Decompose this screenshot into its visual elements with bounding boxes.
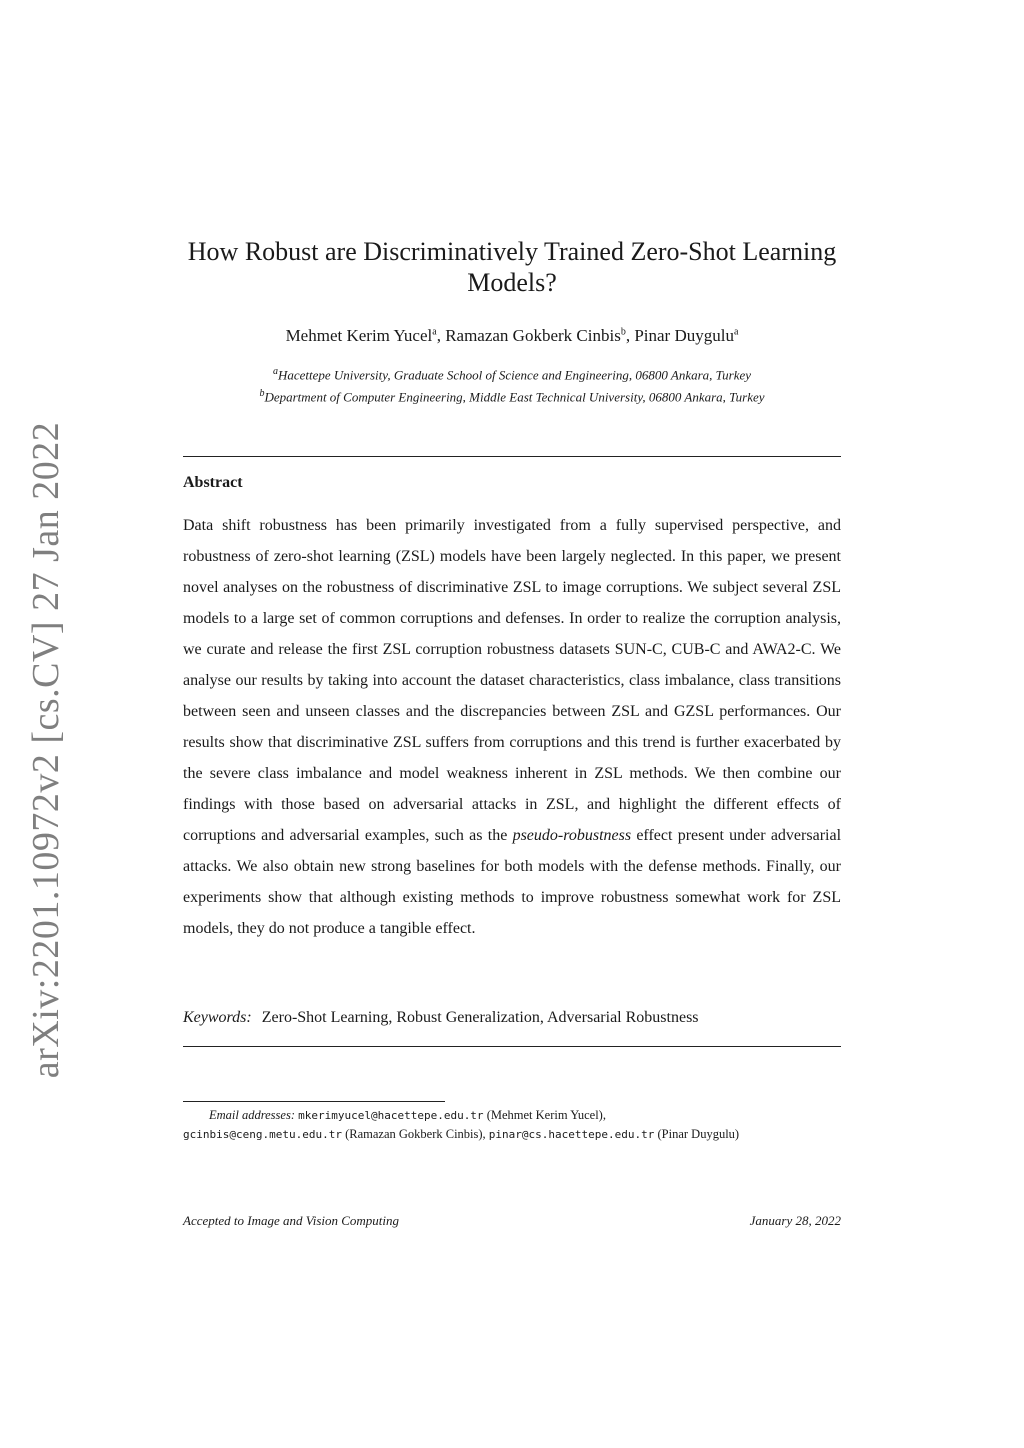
abstract-top-rule <box>183 456 841 457</box>
author-name: Ramazan Gokberk Cinbis <box>445 326 621 345</box>
footer-date: January 28, 2022 <box>749 1213 841 1228</box>
keywords-label: Keywords: <box>183 1009 252 1026</box>
footer-venue: Accepted to Image and Vision Computing <box>183 1213 400 1228</box>
author-separator: , <box>625 326 635 345</box>
affiliation-mark: a <box>272 366 278 377</box>
author-affil-mark: a <box>432 326 437 338</box>
email-link[interactable]: mkerimyucel@hacettepe.edu.tr <box>298 1109 484 1122</box>
keywords <box>183 1009 841 1027</box>
affiliation <box>150 384 874 406</box>
keywords-text: Zero-Shot Learning, Robust Generalization, Adversarial Robustness <box>261 1009 699 1026</box>
affiliation-text: Department of Computer Engineering, Middle East Technical University, 06800 Ankara, Turkey <box>264 389 765 405</box>
paper-title <box>150 236 874 298</box>
footnote-author: (Pinar Duygulu) <box>654 1127 740 1141</box>
footnote-rule <box>183 1101 445 1102</box>
author-affil-mark: a <box>733 326 739 338</box>
abstract-text: effect present under adversarial attacks. We also obtain new strong baselines for both models with the defense methods. Finally, our experiments show that although existing methods to improve robustness somewhat work for ZSL models, they do not produce a tangible effect. <box>183 827 842 937</box>
author-separator: , <box>436 326 446 345</box>
title-line-1: How Robust are Discriminatively Trained Zero-Shot Learning <box>187 237 837 266</box>
email-link[interactable]: pinar@cs.hacettepe.edu.tr <box>488 1128 655 1141</box>
abstract-heading: Abstract <box>183 474 243 491</box>
affiliation-mark: b <box>259 388 265 400</box>
arxiv-identifier: arXiv:2201.10972v2 [cs.CV] 27 Jan 2022 <box>25 421 67 1079</box>
page-footer <box>183 1213 841 1229</box>
footnote-author: (Mehmet Kerim Yucel), <box>483 1108 606 1122</box>
author-list <box>150 326 874 346</box>
title-line-2: Models? <box>467 268 557 297</box>
email-link[interactable]: gcinbis@ceng.metu.edu.tr <box>183 1128 342 1141</box>
author-name: Mehmet Kerim Yucel <box>285 326 433 345</box>
affiliations <box>150 362 874 407</box>
affiliation-text: Hacettepe University, Graduate School of Science and Engineering, 06800 Ankara, Turkey <box>277 367 752 383</box>
abstract-bottom-rule <box>183 1046 841 1047</box>
affiliation <box>150 362 874 384</box>
email-footnote <box>183 1106 841 1144</box>
abstract-body <box>183 510 841 944</box>
abstract-text: Data shift robustness has been primarily investigated from a fully supervised perspective, and robustness of zero-shot learning (ZSL) models have been largely neglected. In this paper, we present novel analyses on the robustness of discriminative ZSL to image corruptions. We subject several ZSL models to a large set of common corruptions and defenses. In order to realize the corruption analysis, we curate and release the first ZSL corruption robustness datasets SUN-C, CUB-C and AWA2-C. We analyse our results by taking into account the dataset characteristics, class imbalance, class transitions between seen and unseen classes and the discrepancies between ZSL and GZSL performances. Our results show that discriminative ZSL suffers from corruptions and this trend is further exacerbated by the severe class imbalance and model weakness inherent in ZSL methods. We then combine our findings with those based on adversarial attacks in ZSL, and highlight the different effects of corruptions and adversarial examples, such as the <box>183 517 841 844</box>
author-affil-mark: b <box>620 326 626 338</box>
footnote-label: Email addresses: <box>209 1108 295 1122</box>
author-name: Pinar Duygulu <box>634 326 734 345</box>
footnote-author: (Ramazan Gokberk Cinbis), <box>341 1127 489 1141</box>
abstract-emphasis: pseudo-robustness <box>512 827 632 844</box>
